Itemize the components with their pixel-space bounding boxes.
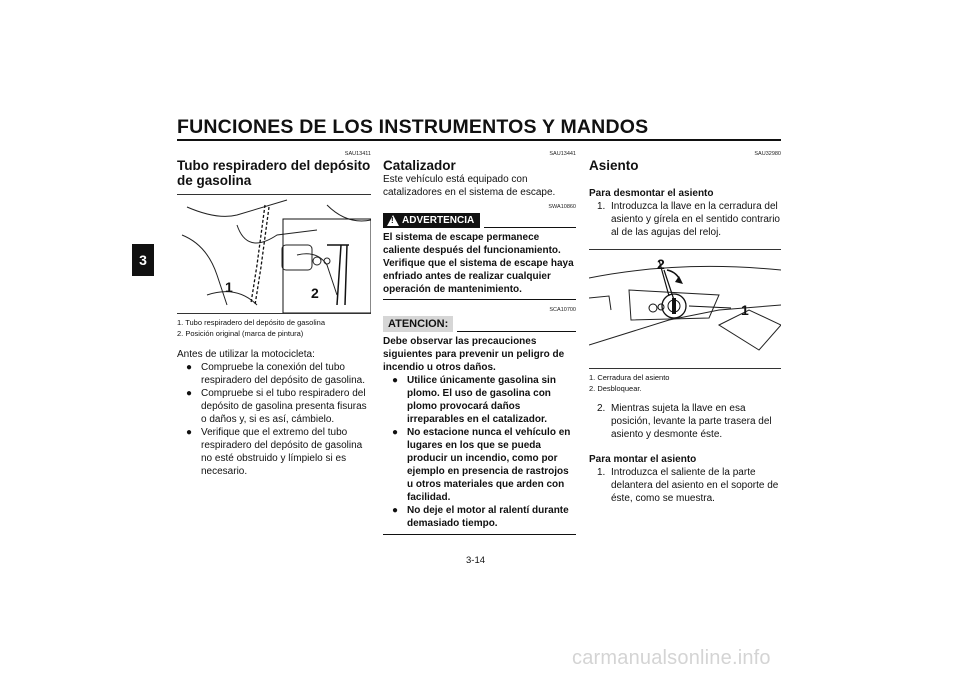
bullet-icon: ● [186, 427, 193, 438]
column-catalyst [383, 150, 576, 535]
caution-header [383, 316, 576, 332]
seat-lock-drawing [589, 250, 781, 368]
caution-end-rule [383, 534, 576, 535]
warning-end-rule [383, 299, 576, 300]
caution-code: SCA10700 [549, 307, 576, 313]
caution-bullet [383, 504, 576, 530]
intro-text: Antes de utilizar la motocicleta: [177, 349, 315, 360]
warning-text: El sistema de escape permanece caliente después del funcionamiento. Verifique que el sistema de escape haya enfriado antes de realizar cualquier operación de mantenimiento. [383, 232, 574, 295]
bullet-text: Compruebe si el tubo respiradero del depósito de gasolina presenta fisuras o daños y, si es así, cámbielo. [201, 388, 367, 425]
caption-list [177, 313, 371, 339]
warning-label: ADVERTENCIA [402, 215, 475, 226]
watermark: carmanualsonline.info [572, 647, 771, 669]
chapter-tab: 3 [132, 244, 154, 276]
warning-triangle-icon: ! [387, 215, 399, 226]
bullet-icon: ● [392, 505, 399, 516]
bullet-icon: ● [186, 388, 193, 399]
bullet-item [177, 426, 371, 478]
column-seat [589, 150, 781, 505]
warning-badge [383, 213, 480, 228]
step-text: Introduzca la llave en la cerradura del asiento y gírela en el sentido contrario al de las agujas del reloj. [611, 201, 780, 238]
caption-1: 1. Tubo respiradero del depósito de gasolina [177, 318, 326, 327]
warning-code: SWA10860 [548, 204, 576, 210]
column-fuel-breather [177, 150, 371, 478]
step-text: Introduzca el saliente de la parte delantera del asiento en el soporte de éste, como se muestra. [611, 467, 779, 504]
caption-2: 2. Posición original (marca de pintura) [177, 329, 304, 338]
caution-bullet [383, 374, 576, 426]
section-title: Catalizador [383, 158, 456, 173]
warning-header [383, 213, 576, 228]
warning-rule [484, 227, 576, 228]
section-title: Tubo respiradero del depósito de gasolina [177, 158, 371, 188]
page-header-title: FUNCIONES DE LOS INSTRUMENTOS Y MANDOS [177, 116, 649, 138]
caution-text: Debe observar las precauciones siguientes para prevenir un peligro de incendio u otros daños. [383, 336, 565, 373]
callout-1: 1 [741, 302, 749, 318]
step-item [589, 402, 781, 441]
section-title: Asiento [589, 158, 639, 173]
bullet-text: No estacione nunca el vehículo en lugares en los que se pueda producir un incendio, como por ejemplo en presencia de rastrojos u otros materiales que arden con facilidad. [407, 427, 571, 503]
step-text: Mientras sujeta la llave en esa posición, levante la parte trasera del asiento y desmonte éste. [611, 403, 772, 440]
step-number: 2. [597, 403, 606, 414]
bullet-icon: ● [392, 427, 399, 438]
step-item [589, 466, 781, 505]
section-code: SAU13411 [344, 151, 371, 157]
caption-list [589, 368, 781, 394]
breather-hose-drawing [177, 195, 371, 313]
caution-bullet [383, 426, 576, 504]
subheading-install: Para montar el asiento [589, 454, 697, 465]
seat-lock-illustration [589, 249, 781, 368]
caution-rule [457, 331, 576, 332]
section-code: SAU13441 [549, 151, 576, 157]
bullet-item [177, 387, 371, 426]
bullet-item [177, 361, 371, 387]
callout-1: 1 [225, 279, 233, 295]
bullet-text: No deje el motor al ralentí durante demasiado tiempo. [407, 505, 569, 529]
step-item [589, 200, 781, 239]
callout-2: 2 [657, 256, 665, 272]
caption-1: 1. Cerradura del asiento [589, 373, 670, 382]
page-number: 3-14 [466, 555, 486, 566]
bullet-text: Utilice únicamente gasolina sin plomo. El uso de gasolina con plomo provocará daños irreparables en el catalizador. [407, 375, 556, 425]
subheading-remove: Para desmontar el asiento [589, 188, 714, 199]
header-rule [177, 139, 781, 141]
callout-2: 2 [311, 285, 319, 301]
intro-text: Este vehículo está equipado con catalizadores en el sistema de escape. [383, 174, 556, 198]
caption-2: 2. Desbloquear. [589, 384, 642, 393]
bullet-icon: ● [186, 362, 193, 373]
bullet-icon: ● [392, 375, 399, 386]
breather-hose-illustration [177, 194, 371, 313]
step-number: 1. [597, 201, 606, 212]
bullet-text: Verifique que el extremo del tubo respiradero del depósito de gasolina no esté obstruido y límpielo si es necesario. [201, 427, 363, 477]
caution-label: ATENCION: [383, 316, 453, 332]
step-number: 1. [597, 467, 606, 478]
section-code: SAU32980 [754, 151, 781, 157]
bullet-text: Compruebe la conexión del tubo respiradero del depósito de gasolina. [201, 362, 365, 386]
